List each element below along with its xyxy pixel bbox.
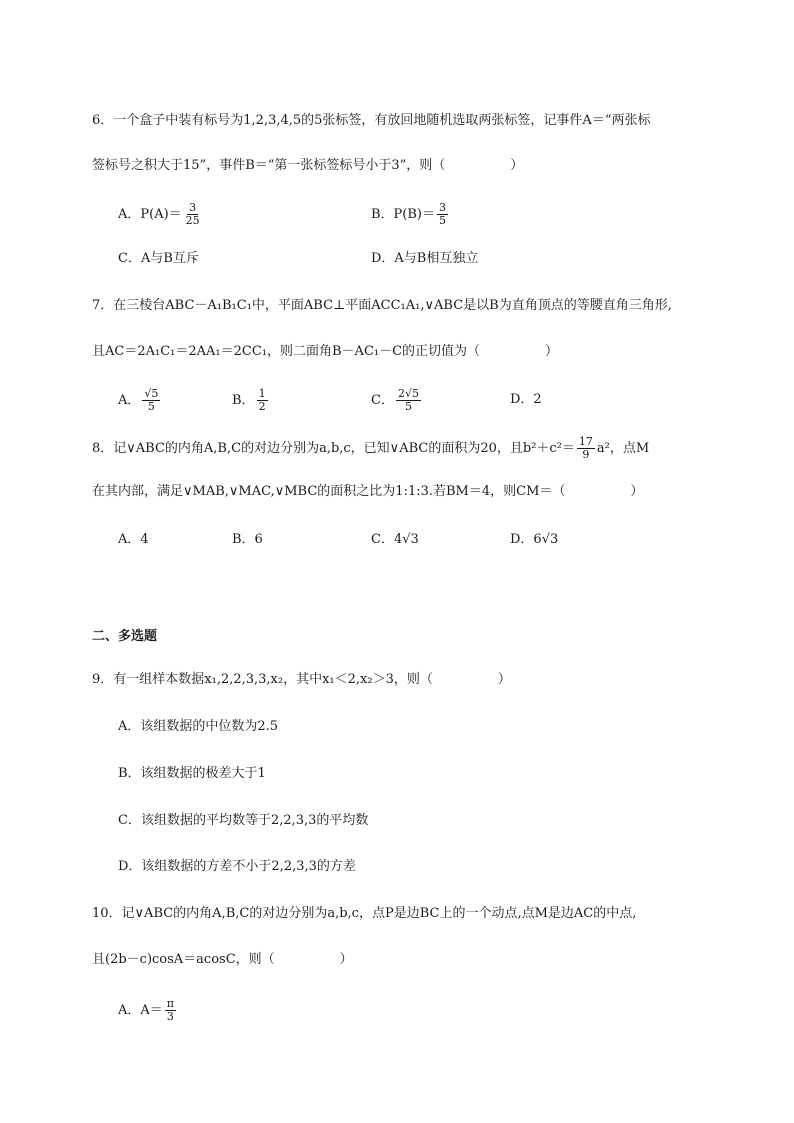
q10-option-a-num: π [166, 997, 175, 1010]
q6-option-a-den: 25 [185, 214, 200, 227]
q10-option-a-fraction [165, 998, 176, 1023]
q10-line2: 且(2b－c)cosA＝acosC，则（ ） [92, 952, 353, 967]
q7-option-c-fraction [396, 388, 421, 413]
q7-option-b-num: 1 [258, 387, 266, 400]
q7-option-c-prefix: C． [371, 393, 394, 408]
q7-option-b-fraction [257, 388, 268, 413]
q6-option-a [118, 202, 204, 227]
q7-option-b-prefix: B． [232, 393, 255, 408]
section-heading-multi-choice: 二、多选题 [92, 629, 158, 644]
q6-line1: 6．一个盒子中装有标号为1,2,3,4,5的5张标签，有放回地随机选取两张标签，记事件A＝“两张标 [92, 113, 651, 128]
q6-option-b-fraction [437, 202, 448, 227]
q6-option-a-fraction [184, 202, 202, 227]
q8-line1-den: 9 [582, 448, 590, 461]
q7-option-a-den: 5 [147, 400, 155, 413]
q9-option-c: C．该组数据的平均数等于2,2,3,3的平均数 [118, 813, 369, 828]
q6-option-d: D．A与B相互独立 [371, 251, 479, 266]
q7-option-c-den: 5 [404, 400, 412, 413]
q7-option-b-den: 2 [258, 400, 266, 413]
q6-option-a-prefix: A．P(A)＝ [118, 207, 182, 222]
q8-option-c: C．4√3 [371, 532, 419, 547]
q7-option-c [371, 388, 423, 413]
q6-option-b-prefix: B．P(B)＝ [371, 207, 435, 222]
q7-option-b [232, 388, 270, 413]
q7-option-a-prefix: A． [118, 393, 141, 408]
q8-option-d: D．6√3 [510, 532, 559, 547]
q9-option-b: B．该组数据的极差大于1 [118, 766, 266, 781]
q7-option-a [118, 388, 162, 413]
q8-line1-num: 17 [578, 435, 593, 448]
q6-option-b [371, 202, 450, 227]
q8-option-b: B．6 [232, 532, 263, 547]
q7-line2: 且AC＝2A₁C₁＝2AA₁＝2CC₁，则二面角B－AC₁－C的正切值为（ ） [92, 344, 559, 359]
q10-option-a-den: 3 [166, 1010, 174, 1023]
q7-line1: 7．在三棱台ABC－A₁B₁C₁中，平面ABC⊥平面ACC₁A₁,∨ABC是以B为直角顶点的等腰直角三角形, [92, 298, 672, 313]
q9-line1: 9．有一组样本数据x₁,2,2,3,3,x₂，其中x₁＜2,x₂＞3，则（ ） [92, 672, 511, 687]
q6-line2: 签标号之积大于15”，事件B＝“第一张标签标号小于3”，则（ ） [92, 158, 524, 173]
q8-line1-fraction [577, 436, 595, 461]
q8-option-a: A．4 [118, 532, 149, 547]
q7-option-c-num: 2√5 [397, 387, 419, 400]
q6-option-c: C．A与B互斥 [118, 251, 199, 266]
q7-option-a-num: √5 [144, 387, 159, 400]
q7-option-d: D．2 [510, 392, 542, 407]
q6-option-b-den: 5 [439, 214, 446, 227]
q10-option-a-prefix: A．A＝ [118, 1003, 163, 1018]
q10-option-a [118, 998, 178, 1023]
q9-option-d: D．该组数据的方差不小于2,2,3,3的方差 [118, 859, 356, 874]
q6-option-a-num: 3 [189, 201, 197, 214]
q8-line1-text-b: a²，点M [596, 441, 650, 456]
q8-line1-text-a: 8．记∨ABC的内角A,B,C的对边分别为a,b,c，已知∨ABC的面积为20，且b²＋c²＝ [92, 441, 575, 456]
q8-line2: 在其内部，满足∨MAB,∨MAC,∨MBC的面积之比为1:1:3.若BM＝4，则CM＝（ ） [92, 484, 644, 499]
q9-option-a: A．该组数据的中位数为2.5 [118, 719, 279, 734]
q10-line1: 10．记∨ABC的内角A,B,C的对边分别为a,b,c，点P是边BC上的一个动点,点M是边AC的中点, [92, 906, 637, 921]
q6-option-b-num: 3 [439, 201, 446, 214]
q8-line1 [92, 436, 649, 461]
q7-option-a-fraction [142, 388, 160, 413]
